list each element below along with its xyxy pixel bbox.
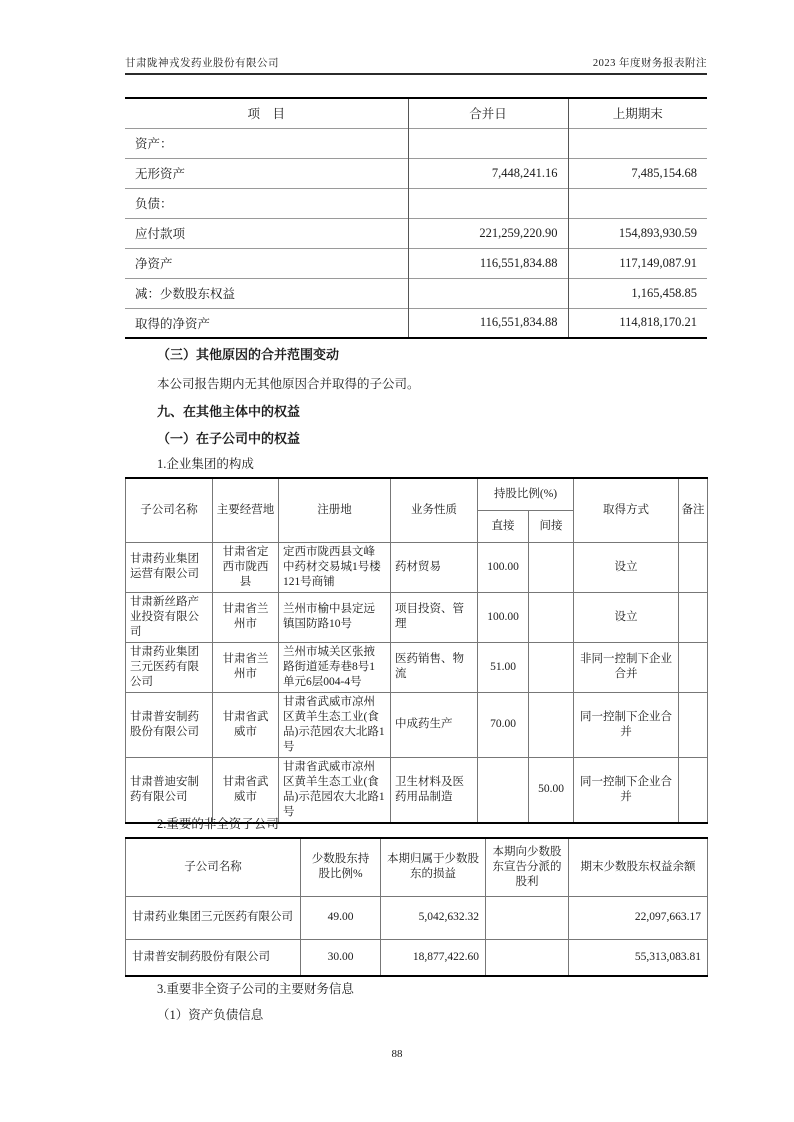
table-cell bbox=[529, 642, 574, 692]
section-heading-9-1: （一）在子公司中的权益 bbox=[157, 431, 301, 446]
table-row bbox=[125, 158, 707, 188]
table-cell: 兰州市城关区张掖路街道延寿巷8号1单元6层004-4号 bbox=[279, 642, 391, 692]
table-row bbox=[126, 542, 708, 592]
column-header: 本期归属于少数股东的损益 bbox=[381, 838, 486, 896]
table-cell: 116,551,834.88 bbox=[408, 248, 568, 278]
table-cell: 设立 bbox=[574, 542, 679, 592]
column-header: 直接 bbox=[478, 510, 529, 542]
table-cell: 净资产 bbox=[125, 248, 408, 278]
table-cell: 甘肃省武威市 bbox=[213, 757, 279, 823]
table-header-row bbox=[126, 838, 708, 896]
table-cell bbox=[486, 896, 569, 939]
table-cell: 30.00 bbox=[301, 939, 381, 976]
column-header: 合并日 bbox=[408, 98, 568, 128]
table-cell: 100.00 bbox=[478, 592, 529, 642]
table-cell: 100.00 bbox=[478, 542, 529, 592]
table-cell bbox=[679, 642, 708, 692]
minority-interest-table bbox=[125, 837, 708, 977]
table-cell bbox=[529, 692, 574, 757]
table-cell bbox=[478, 757, 529, 823]
table-cell: 资产： bbox=[125, 128, 408, 158]
table-cell: 医药销售、物流 bbox=[391, 642, 478, 692]
section-body: 本公司报告期内无其他原因合并取得的子公司。 bbox=[157, 377, 420, 391]
table-cell: 项目投资、管理 bbox=[391, 592, 478, 642]
table-cell: 无形资产 bbox=[125, 158, 408, 188]
table-cell bbox=[529, 592, 574, 642]
table-cell: 7,485,154.68 bbox=[568, 158, 707, 188]
page-header bbox=[125, 55, 707, 75]
section-heading-9: 九、在其他主体中的权益 bbox=[157, 404, 301, 419]
table-cell: 甘肃新丝路产业投资有限公司 bbox=[126, 592, 213, 642]
table-cell bbox=[486, 939, 569, 976]
table-cell: 1,165,458.85 bbox=[568, 278, 707, 308]
column-header: 业务性质 bbox=[391, 478, 478, 542]
table-row bbox=[125, 248, 707, 278]
table-row bbox=[126, 757, 708, 823]
table-cell: 非同一控制下企业合并 bbox=[574, 642, 679, 692]
table-cell: 设立 bbox=[574, 592, 679, 642]
table-cell: 甘肃省兰州市 bbox=[213, 592, 279, 642]
table-cell: 甘肃省武威市凉州区黄羊生态工业(食品)示范园农大北路1号 bbox=[279, 757, 391, 823]
list-item-2: 2.重要的非全资子公司 bbox=[157, 817, 279, 831]
table-cell bbox=[529, 542, 574, 592]
table-cell: 甘肃药业集团运营有限公司 bbox=[126, 542, 213, 592]
column-header: 间接 bbox=[529, 510, 574, 542]
column-header: 少数股东持股比例% bbox=[301, 838, 381, 896]
table-cell: 甘肃药业集团三元医药有限公司 bbox=[126, 642, 213, 692]
table-header-row bbox=[125, 98, 707, 128]
table-row bbox=[126, 692, 708, 757]
table-cell: 221,259,220.90 bbox=[408, 218, 568, 248]
group-composition-table bbox=[125, 477, 708, 824]
table-cell bbox=[408, 188, 568, 218]
doc-title: 2023 年度财务报表附注 bbox=[592, 58, 707, 69]
table-cell bbox=[408, 278, 568, 308]
table-cell: 兰州市榆中县定远镇国防路10号 bbox=[279, 592, 391, 642]
table-row bbox=[126, 642, 708, 692]
list-item-3-1: （1）资产负债信息 bbox=[157, 1008, 264, 1022]
table-cell: 甘肃普迪安制药有限公司 bbox=[126, 757, 213, 823]
table-cell: 154,893,930.59 bbox=[568, 218, 707, 248]
table-cell: 负债： bbox=[125, 188, 408, 218]
table-row bbox=[126, 592, 708, 642]
table-cell: 70.00 bbox=[478, 692, 529, 757]
list-item-1: 1.企业集团的构成 bbox=[157, 457, 254, 471]
table-cell: 取得的净资产 bbox=[125, 308, 408, 338]
table-row bbox=[125, 308, 707, 338]
table-cell bbox=[568, 188, 707, 218]
merger-balance-table bbox=[125, 97, 707, 339]
table-cell: 甘肃省兰州市 bbox=[213, 642, 279, 692]
table-cell bbox=[679, 542, 708, 592]
column-header: 上期期末 bbox=[568, 98, 707, 128]
column-header: 子公司名称 bbox=[126, 478, 213, 542]
table-cell: 中成药生产 bbox=[391, 692, 478, 757]
column-header: 备注 bbox=[679, 478, 708, 542]
table-cell bbox=[679, 592, 708, 642]
table-row bbox=[125, 128, 707, 158]
table-cell: 5,042,632.32 bbox=[381, 896, 486, 939]
table-row bbox=[125, 278, 707, 308]
table-header-row bbox=[126, 478, 708, 510]
table-cell: 49.00 bbox=[301, 896, 381, 939]
column-header: 本期向少数股东宣告分派的股利 bbox=[486, 838, 569, 896]
table-cell: 甘肃普安制药股份有限公司 bbox=[126, 939, 301, 976]
company-name: 甘肃陇神戎发药业股份有限公司 bbox=[125, 58, 279, 69]
table-cell bbox=[408, 128, 568, 158]
table-cell bbox=[568, 128, 707, 158]
column-header: 主要经营地 bbox=[213, 478, 279, 542]
table-row bbox=[126, 896, 708, 939]
table-cell: 甘肃省武威市凉州区黄羊生态工业(食品)示范园农大北路1号 bbox=[279, 692, 391, 757]
table-cell: 117,149,087.91 bbox=[568, 248, 707, 278]
table-row bbox=[126, 939, 708, 976]
table-cell bbox=[679, 692, 708, 757]
table-cell: 药材贸易 bbox=[391, 542, 478, 592]
table-cell: 应付款项 bbox=[125, 218, 408, 248]
table-row bbox=[125, 218, 707, 248]
list-item-3: 3.重要非全资子公司的主要财务信息 bbox=[157, 982, 354, 996]
column-header: 取得方式 bbox=[574, 478, 679, 542]
column-header: 项 目 bbox=[247, 107, 285, 122]
table-cell: 50.00 bbox=[529, 757, 574, 823]
page-number: 88 bbox=[391, 1048, 403, 1060]
column-header: 子公司名称 bbox=[126, 838, 301, 896]
table-cell: 卫生材料及医药用品制造 bbox=[391, 757, 478, 823]
table-cell: 同一控制下企业合并 bbox=[574, 757, 679, 823]
table-cell bbox=[679, 757, 708, 823]
table-cell: 甘肃药业集团三元医药有限公司 bbox=[126, 896, 301, 939]
table-cell: 18,877,422.60 bbox=[381, 939, 486, 976]
table-cell: 同一控制下企业合并 bbox=[574, 692, 679, 757]
table-cell: 甘肃省定西市陇西县 bbox=[213, 542, 279, 592]
column-header: 持股比例(%) bbox=[478, 478, 574, 510]
table-cell: 定西市陇西县文峰中药材交易城1号楼121号商铺 bbox=[279, 542, 391, 592]
table-row bbox=[125, 188, 707, 218]
table-cell: 114,818,170.21 bbox=[568, 308, 707, 338]
table-cell: 7,448,241.16 bbox=[408, 158, 568, 188]
table-cell: 甘肃省武威市 bbox=[213, 692, 279, 757]
table-cell: 22,097,663.17 bbox=[569, 896, 708, 939]
table-cell: 116,551,834.88 bbox=[408, 308, 568, 338]
column-header: 注册地 bbox=[279, 478, 391, 542]
table-cell: 减：少数股东权益 bbox=[125, 278, 408, 308]
table-cell: 51.00 bbox=[478, 642, 529, 692]
section-heading-3: （三）其他原因的合并范围变动 bbox=[157, 347, 340, 362]
column-header: 期末少数股东权益余额 bbox=[569, 838, 708, 896]
table-cell: 甘肃普安制药股份有限公司 bbox=[126, 692, 213, 757]
table-cell: 55,313,083.81 bbox=[569, 939, 708, 976]
